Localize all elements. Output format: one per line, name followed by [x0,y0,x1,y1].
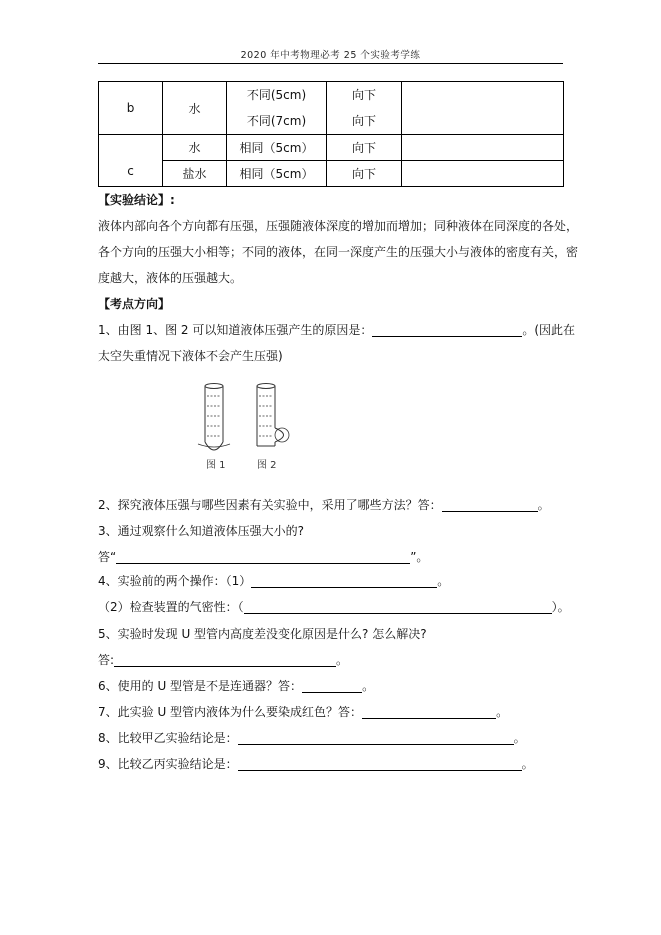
table-row [99,135,564,161]
question-tail: 。 [362,679,375,693]
page-header: 2020 年中考物理必考 25 个实验考学练 [240,50,421,61]
tube-2-diagram [257,384,289,447]
answer-prefix: 答: [98,653,115,667]
liquid-cell: 水 [163,135,227,161]
answer-blank[interactable] [372,322,522,337]
answer-blank[interactable] [116,549,410,564]
question-9 [98,752,568,776]
question-tail: 。 [496,705,509,719]
experiment-table [98,81,564,187]
answer-blank[interactable] [251,573,437,588]
depth-cell [227,82,327,135]
direction-cell: 向下 [327,161,402,187]
answer-blank[interactable] [442,497,538,512]
question-3: 3、通过观察什么知道液体压强大小的? [98,524,305,538]
note-cell [402,82,564,135]
conclusion-line: 度越大，液体的压强越大。 [98,271,243,285]
answer-blank[interactable] [362,704,496,719]
table-row [99,161,564,187]
conclusion-line: 液体内部向各个方向都有压强，压强随液体深度的增加而增加；同种液体在同深度的各处， [98,219,579,233]
note-cell [402,161,564,187]
answer-blank[interactable] [244,599,552,614]
depth-value: 不同(7cm) [246,114,307,128]
question-2 [98,493,568,517]
direction-value: 向下 [351,88,376,102]
depth-cell: 相同（5cm） [227,161,327,187]
answer-blank[interactable] [238,756,522,771]
group-cell: c [99,135,163,187]
conclusion-heading: 【实验结论】: [98,193,175,207]
figure-2-label: 图 2 [257,460,277,471]
question-tail: 。 [513,731,526,745]
conclusion-line: 各个方向的压强大小相等；不同的液体，在同一深度产生的压强大小与液体的密度有关，密 [98,245,579,259]
figure-1-label: 图 1 [206,460,226,471]
question-text: 8、比较甲乙实验结论是： [98,731,238,745]
question-text: 4、实验前的两个操作：（1） [98,574,252,588]
question-4-sub [98,595,568,619]
question-tail: 。(因此在 [522,323,576,337]
question-1 [98,318,576,342]
question-8 [98,726,568,750]
question-text: （2）检查装置的气密性：（ [98,600,244,614]
question-4 [98,569,568,593]
pressure-figure [186,378,316,474]
question-tail: 。 [437,574,450,588]
question-1-line2: 太空失重情况下液体不会产生压强) [98,349,283,363]
question-text: 7、此实验 U 型管内液体为什么要染成红色？答： [98,705,363,719]
note-cell [402,135,564,161]
direction-value: 向下 [351,114,376,128]
depth-value: 不同(5cm) [246,88,307,102]
group-cell: b [99,82,163,135]
direction-cell [327,82,402,135]
answer-tail: ”。 [410,550,429,564]
question-5-answer [98,648,568,672]
question-5: 5、实验时发现 U 型管内高度差没变化原因是什么? 怎么解决? [98,627,427,641]
question-6 [98,674,568,698]
liquid-cell: 盐水 [163,161,227,187]
question-tail: 。 [537,498,550,512]
tube-1-diagram [198,384,230,451]
header-rule [98,63,563,64]
question-text: 2、探究液体压强与哪些因素有关实验中，采用了哪些方法？答： [98,498,442,512]
table-row [99,82,564,135]
question-3-answer [98,545,568,569]
depth-cell: 相同（5cm） [227,135,327,161]
question-7 [98,700,568,724]
answer-prefix: 答“ [98,550,117,564]
question-text: 9、比较乙丙实验结论是： [98,757,238,771]
answer-blank[interactable] [238,730,514,745]
answer-tail: 。 [336,653,349,667]
question-text: 1、由图 1、图 2 可以知道液体压强产生的原因是： [98,323,373,337]
focus-heading: 【考点方向】 [98,297,171,311]
direction-cell: 向下 [327,135,402,161]
question-tail: ）。 [551,600,570,614]
answer-blank[interactable] [114,652,336,667]
answer-blank[interactable] [302,678,362,693]
question-text: 6、使用的 U 型管是不是连通器？答： [98,679,303,693]
question-tail: 。 [521,757,534,771]
liquid-cell: 水 [163,82,227,135]
